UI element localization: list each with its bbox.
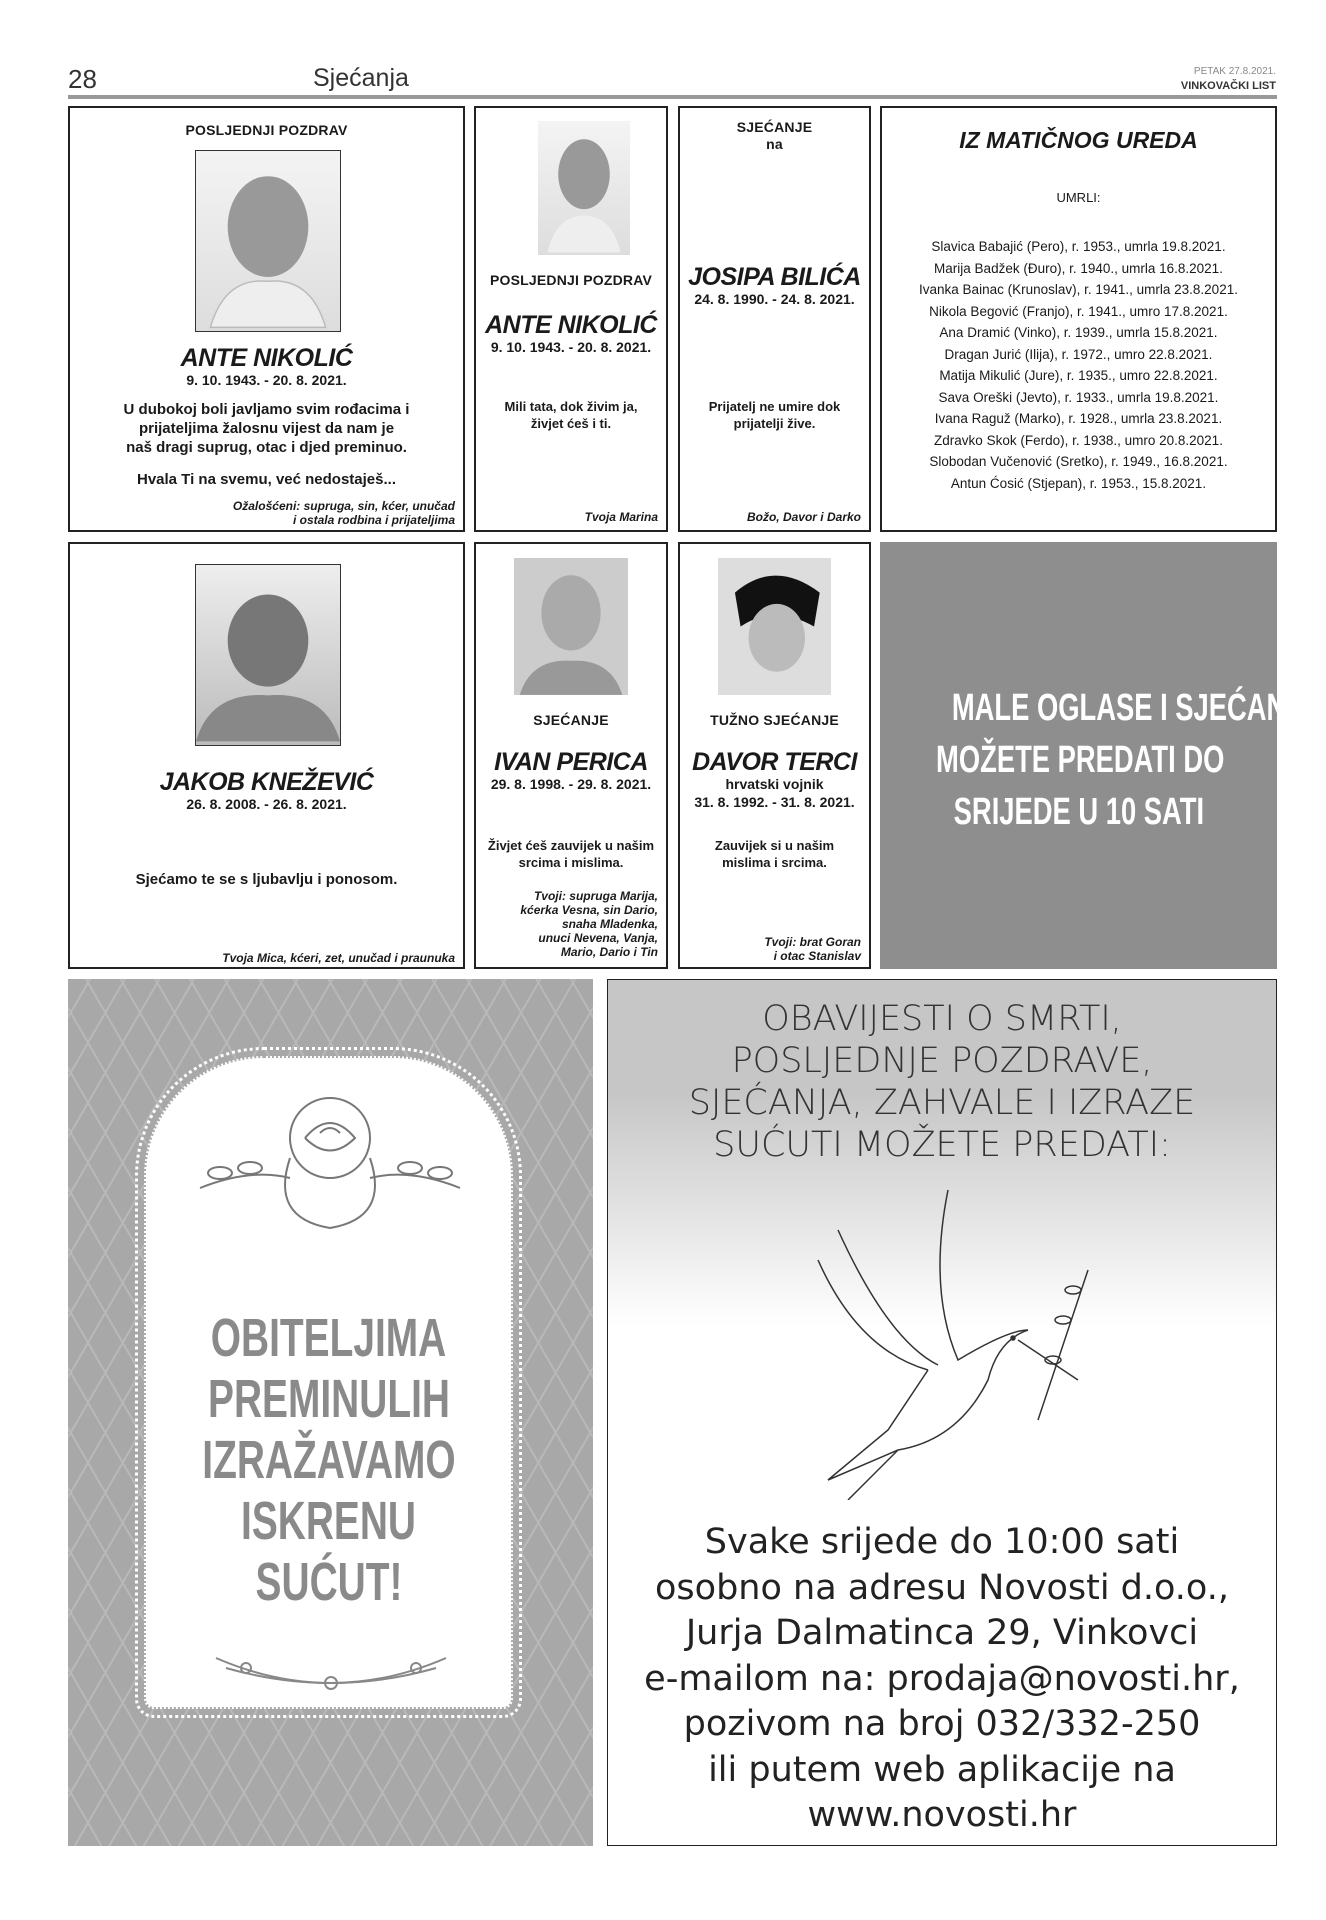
ornament-icon: [206, 1648, 456, 1698]
list-item: Ivana Raguž (Marko), r. 1928., umrla 23.8.2021.: [934, 411, 1223, 426]
dove-icon: [798, 1180, 1098, 1500]
message: Sjećamo te se s ljubavlju i ponosom.: [135, 871, 398, 888]
page-number: 28: [68, 64, 97, 94]
list-item: Ivanka Bainac (Krunoslav), r. 1941., umrla 23.8.2021.: [919, 282, 1238, 297]
registry-subtitle: UMRLI:: [1056, 190, 1101, 205]
deaths-list: [882, 236, 1275, 494]
portrait-photo: [195, 564, 341, 746]
ad-title: POSLJEDNJI POZDRAV: [489, 272, 653, 288]
life-dates: 31. 8. 1992. - 31. 8. 2021.: [694, 794, 855, 810]
obituary-ante-nikolic: [68, 106, 465, 532]
ad-subtitle: na: [766, 136, 783, 152]
signature: Tvoji: supruga Marija, kćerka Vesna, sin Dario, snaha Mladenka, unuci Nevena, Vanja, Mario, Dario i Tin: [520, 889, 658, 959]
registry-office-box: [880, 106, 1277, 532]
list-item: Ana Dramić (Vinko), r. 1939., umrla 15.8.2021.: [939, 325, 1218, 340]
condolence-line: PREMINULIH: [207, 1369, 450, 1429]
deceased-name: IVAN PERICA: [494, 748, 648, 776]
remembrance-jakob-knezevic: [68, 542, 465, 969]
list-item: Slavica Babajić (Pero), r. 1953., umrla 19.8.2021.: [931, 239, 1226, 254]
deceased-name: ANTE NIKOLIĆ: [180, 344, 353, 372]
rose-icon: [180, 1078, 480, 1248]
promo-line: SRIJEDE U 10 SATI: [953, 791, 1204, 833]
message: Prijatelj ne umire dok prijatelji žive.: [708, 399, 841, 431]
deceased-name: JOSIPA BILIĆA: [688, 263, 861, 291]
condolence-banner: [68, 979, 593, 1846]
notice-box: [607, 979, 1277, 1846]
ad-title: SJEĆANJE: [736, 119, 813, 135]
condolence-line: SUĆUT!: [255, 1552, 402, 1612]
ad-title: TUŽNO SJEĆANJE: [710, 712, 839, 728]
message: Zauvijek si u našim mislima i srcima.: [714, 838, 835, 870]
message: Mili tata, dok živim ja, živjet ćeš i ti.: [504, 399, 638, 431]
life-dates: 9. 10. 1943. - 20. 8. 2021.: [490, 339, 652, 355]
list-item: Nikola Begović (Franjo), r. 1941., umro 17.8.2021.: [929, 303, 1228, 319]
list-item: Matija Mikulić (Jure), r. 1935., umro 22.8.2021.: [939, 368, 1218, 383]
list-item: Sava Oreški (Jevto), r. 1933., umrla 19.8.2021.: [938, 389, 1219, 405]
paper-name: VINKOVAČKI LIST: [1180, 80, 1276, 92]
condolence-frame: [144, 1056, 513, 1709]
ad-title: POSLJEDNJI POZDRAV: [185, 122, 348, 138]
section-title: Sjećanja: [313, 64, 409, 92]
life-dates: 24. 8. 1990. - 24. 8. 2021.: [694, 291, 855, 307]
list-item: Marija Badžek (Đuro), r. 1940., umrla 16.8.2021.: [934, 260, 1223, 276]
life-dates: 26. 8. 2008. - 26. 8. 2021.: [186, 796, 347, 812]
list-item: Slobodan Vučenović (Sretko), r. 1949., 16.8.2021.: [929, 454, 1228, 469]
promo-banner: [880, 542, 1322, 969]
portrait-photo: [538, 121, 630, 255]
remembrance-ivan-perica: [474, 542, 668, 969]
notice-details: Svake srijede do 10:00 sati osobno na adresu Novosti d.o.o., Jurja Dalmatinca 29, Vinkovci e-mailom na: prodaja@novosti.hr, pozivom na broj 032/332-250 ili putem web aplikacije na www.novosti.hr: [608, 1520, 1276, 1839]
list-item: Dragan Jurić (Ilija), r. 1972., umro 22.8.2021.: [944, 346, 1213, 362]
life-dates: 29. 8. 1998. - 29. 8. 2021.: [490, 776, 652, 792]
deceased-name: JAKOB KNEŽEVIĆ: [159, 768, 374, 796]
ad-title: SJEĆANJE: [533, 712, 609, 728]
condolence-line: ISKRENU: [241, 1491, 416, 1551]
email-link[interactable]: e-mailom na: prodaja@novosti.hr,: [644, 1658, 1240, 1699]
signature: Tvoji: brat Goran i otac Stanislav: [764, 935, 861, 963]
condolence-line: OBITELJIMA: [210, 1308, 447, 1368]
header-rule: [68, 95, 1277, 99]
list-item: Zdravko Skok (Ferdo), r. 1938., umro 20.8.2021.: [934, 432, 1223, 448]
portrait-photo: [514, 558, 628, 695]
portrait-photo: [195, 150, 341, 332]
list-item: Antun Ćosić (Stjepan), r. 1953., 15.8.2021.: [950, 475, 1207, 491]
message: U dubokoj boli javljamo svim rođacima i prijateljima žalosnu vijest da nam je naš dragi suprug, otac i djed preminuo.: [123, 401, 410, 456]
obituary-ante-nikolic-marina: [474, 106, 668, 532]
thanks: Hvala Ti na svemu, već nedostaješ...: [136, 471, 396, 488]
deceased-name: ANTE NIKOLIĆ: [485, 311, 657, 339]
portrait-photo: [718, 558, 831, 695]
deceased-name: DAVOR TERCI: [692, 748, 857, 776]
life-dates: 9. 10. 1943. - 20. 8. 2021.: [186, 372, 347, 388]
condolence-line: IZRAŽAVAMO: [201, 1430, 456, 1490]
promo-line: MOŽETE PREDATI DO: [936, 739, 1225, 781]
message: Živjet ćeš zauvijek u našim srcima i mislima.: [487, 838, 655, 870]
notice-heading: OBAVIJESTI O SMRTI, POSLJEDNJE POZDRAVE, SJEĆANJA, ZAHVALE I IZRAZE SUĆUTI MOŽETE PREDATI:: [688, 999, 1196, 1165]
remembrance-josipa-bilica: [678, 106, 871, 532]
remembrance-davor-terci: [678, 542, 871, 969]
signature: Tvoja Marina: [584, 510, 658, 524]
promo-line: MALE OGLASE I SJEĆANJA: [951, 687, 1322, 729]
signature: Tvoja Mica, kćeri, zet, unučad i praunuka: [222, 951, 455, 965]
signature: Ožalošćeni: supruga, sin, kćer, unučad i ostala rodbina i prijateljima: [232, 499, 455, 527]
ad-subtitle: hrvatski vojnik: [725, 776, 824, 792]
registry-title: IZ MATIČNOG UREDA: [959, 127, 1198, 153]
signature: Božo, Davor i Darko: [746, 510, 861, 524]
issue-date: PETAK 27.8.2021.: [1193, 66, 1276, 77]
website-link[interactable]: www.novosti.hr: [807, 1795, 1077, 1835]
